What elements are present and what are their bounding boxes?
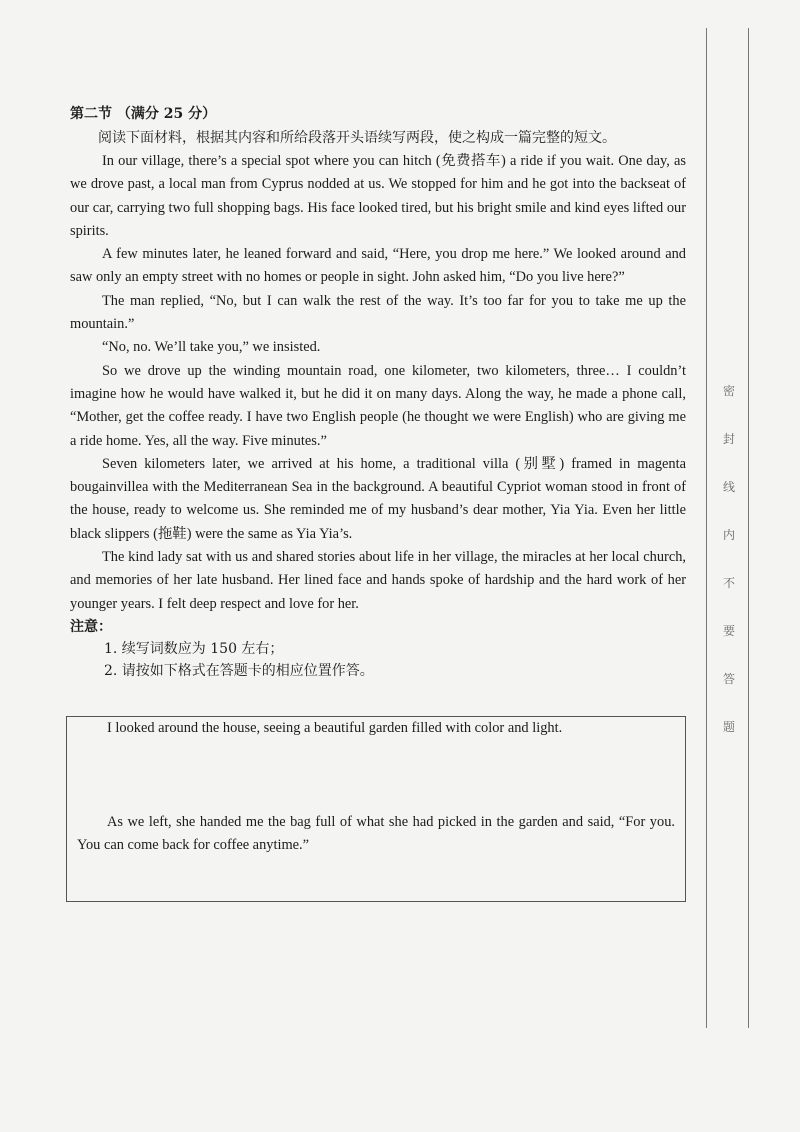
passage-paragraph-4: “No, no. We’ll take you,” we insisted. [102, 339, 321, 356]
binding-margin-line-outer [748, 28, 749, 1028]
note-item-1: 1. 续写词数应为 150 左右； [104, 640, 284, 657]
section-instruction: 阅读下面材料，根据其内容和所给段落开头语续写两段，使之构成一篇完整的短文。 [98, 130, 616, 146]
passage-paragraph-3: The man replied, “No, but I can walk the rest of the way. It’s too far for you to take me up the mountain.” [70, 292, 686, 333]
margin-note-char: 不 [722, 576, 735, 590]
passage-paragraph-2: A few minutes later, he leaned forward and said, “Here, you drop me here.” We looked around and saw only an empty street with no homes or people in sight. John asked him, “Do you live here?” [70, 246, 686, 286]
passage-paragraph-5: So we drove up the winding mountain road, one kilometer, two kilometers, three… I couldn’t imagine how he would have walked it, but he did it on many days. Along the way, he made a phone call, “Mother, get the coffee ready. I have two English people (he thought we were English) who are giving me a ride home. Yes, all the way. Five minutes.” [70, 362, 686, 449]
binding-margin-note [718, 382, 740, 766]
answer-box[interactable] [66, 716, 686, 902]
margin-note-char: 密 [722, 384, 735, 398]
section-title: 第二节 （满分 25 分） [70, 106, 217, 122]
question-section [70, 104, 686, 682]
note-item-2: 2. 请按如下格式在答题卡的相应位置作答。 [104, 662, 374, 679]
paragraph-opening-1: I looked around the house, seeing a beautiful garden filled with color and light. [107, 720, 563, 736]
paragraph-opening-2: As we left, she handed me the bag full of what she had picked in the garden and said, “For you. You can come back for coffee anytime.” [77, 814, 675, 853]
notes-title: 注意： [70, 618, 112, 635]
binding-margin-line-inner [706, 28, 707, 1028]
margin-note-char: 内 [722, 528, 735, 542]
margin-note-char: 封 [722, 432, 735, 446]
passage-paragraph-6: Seven kilometers later, we arrived at his home, a traditional villa (别墅) framed in magenta bougainvillea with the Mediterranean Sea in the background. A beautiful Cypriot woman stood in front of the house, ready to welcome us. She reminded me of my husband’s dear mother, Yia Yia. Even her little black slippers (拖鞋) were the same as Yia Yia’s. [70, 455, 686, 542]
margin-note-char: 题 [722, 720, 735, 734]
margin-note-char: 要 [722, 624, 735, 638]
passage-paragraph-1: In our village, there’s a special spot where you can hitch (免费搭车) a ride if you wait. One day, as we drove past, a local man from Cyprus nodded at us. We stopped for him and he got into the backseat of our car, carrying two full shopping bags. His face looked tired, but his bright smile and kind eyes lifted our spirits. [70, 153, 686, 239]
margin-note-char: 线 [722, 480, 735, 494]
passage-paragraph-7: The kind lady sat with us and shared stories about life in her village, the miracles at her local church, and memories of her late husband. Her lined face and hands spoke of hardship and the hard work of her younger years. I felt deep respect and love for her. [70, 549, 686, 612]
margin-note-char: 答 [722, 672, 735, 686]
